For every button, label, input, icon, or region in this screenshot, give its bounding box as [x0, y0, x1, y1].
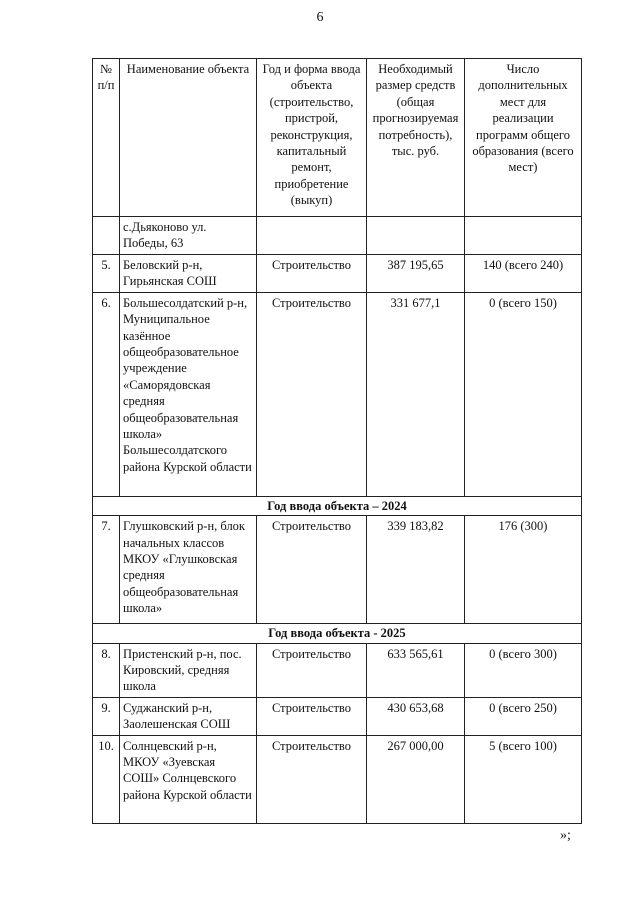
cell-num: 5.	[93, 255, 120, 293]
table-row	[93, 217, 582, 255]
year-section-row	[93, 624, 582, 643]
header-cost: Необходимый размер средств (общая прогнозируемая потребность), тыс. руб.	[367, 59, 465, 217]
cell-num: 9.	[93, 697, 120, 735]
cell-form: Строительство	[257, 643, 367, 697]
table-row	[93, 292, 582, 496]
cell-seats: 0 (всего 150)	[465, 292, 582, 496]
cell-name: Суджанский р-н, Заолешенская СОШ	[120, 697, 257, 735]
cell-cost: 267 000,00	[367, 735, 465, 823]
cell-form: Строительство	[257, 292, 367, 496]
table-header-row	[93, 59, 582, 217]
year-section-label: Год ввода объекта - 2025	[93, 624, 582, 643]
cell-form: Строительство	[257, 697, 367, 735]
year-section-label: Год ввода объекта – 2024	[93, 496, 582, 515]
objects-table	[92, 58, 582, 824]
cell-seats: 140 (всего 240)	[465, 255, 582, 293]
closing-quote: »;	[560, 828, 571, 843]
cell-num: 7.	[93, 516, 120, 624]
cell-seats: 5 (всего 100)	[465, 735, 582, 823]
header-num: № п/п	[93, 59, 120, 217]
cell-form	[257, 217, 367, 255]
header-form: Год и форма ввода объекта (строительство, пристрой, реконструкция, капитальный ремонт, приобретение (выкуп)	[257, 59, 367, 217]
header-seats: Число дополнительных мест для реализации программ общего образования (всего мест)	[465, 59, 582, 217]
table-row	[93, 643, 582, 697]
cell-cost: 339 183,82	[367, 516, 465, 624]
table-row	[93, 735, 582, 823]
cell-cost: 430 653,68	[367, 697, 465, 735]
year-section-row	[93, 496, 582, 515]
cell-cost	[367, 217, 465, 255]
cell-name: Беловский р-н, Гирьянская СОШ	[120, 255, 257, 293]
cell-form: Строительство	[257, 735, 367, 823]
table-body	[93, 217, 582, 824]
cell-seats: 0 (всего 250)	[465, 697, 582, 735]
header-name: Наименование объекта	[120, 59, 257, 217]
cell-num: 8.	[93, 643, 120, 697]
cell-form: Строительство	[257, 255, 367, 293]
table-row	[93, 516, 582, 624]
cell-name: Большесолдатский р-н, Муниципальное казённое общеобразовательное учреждение «Саморядовская средняя общеобразовательная школа» Большесолдатского района Курской области	[120, 292, 257, 496]
cell-cost: 331 677,1	[367, 292, 465, 496]
cell-name: с.Дьяконово ул. Победы, 63	[120, 217, 257, 255]
cell-num: 10.	[93, 735, 120, 823]
cell-cost: 633 565,61	[367, 643, 465, 697]
table-row	[93, 697, 582, 735]
cell-form: Строительство	[257, 516, 367, 624]
cell-num: 6.	[93, 292, 120, 496]
cell-name: Солнцевский р-н, МКОУ «Зуевская СОШ» Солнцевского района Курской области	[120, 735, 257, 823]
cell-cost: 387 195,65	[367, 255, 465, 293]
page-number: 6	[316, 10, 324, 25]
cell-seats: 176 (300)	[465, 516, 582, 624]
cell-name: Глушковский р-н, блок начальных классов МКОУ «Глушковская средняя общеобразовательная школа»	[120, 516, 257, 624]
cell-num	[93, 217, 120, 255]
cell-seats: 0 (всего 300)	[465, 643, 582, 697]
cell-seats	[465, 217, 582, 255]
table-row	[93, 255, 582, 293]
cell-name: Пристенский р-н, пос. Кировский, средняя школа	[120, 643, 257, 697]
